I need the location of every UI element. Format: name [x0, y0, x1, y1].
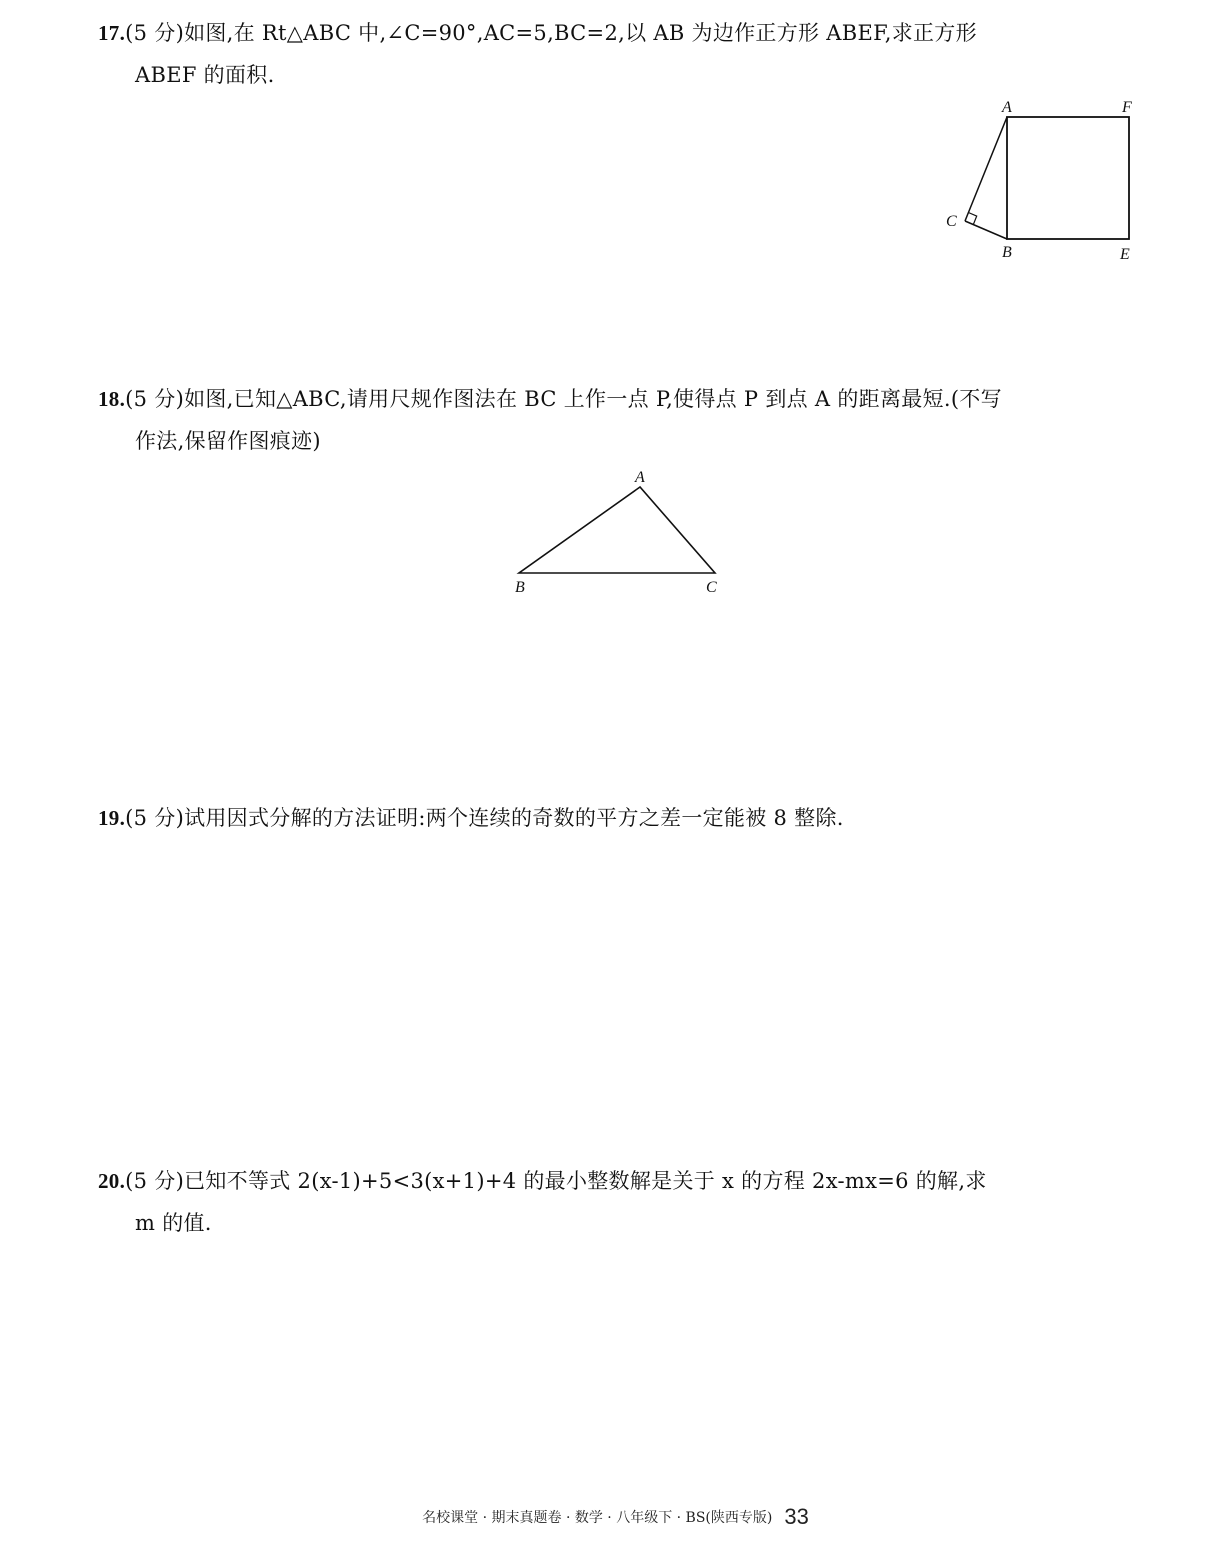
- label-c: C: [946, 213, 957, 230]
- question-number: 17.: [98, 21, 126, 45]
- label-c: C: [706, 579, 717, 596]
- label-a: A: [1002, 99, 1012, 116]
- question-18: [98, 378, 1138, 462]
- question-17-line1: [98, 12, 1138, 54]
- question-17: [98, 12, 1138, 96]
- question-text: (5 分)如图,已知△ABC,请用尺规作图法在 BC 上作一点 P,使得点 P 到点 A 的距离最短.(不写: [125, 387, 1002, 411]
- label-b: B: [515, 579, 525, 596]
- figure-square-abef: [935, 95, 1145, 274]
- label-b: B: [1002, 244, 1012, 261]
- square-abef: [1007, 117, 1129, 239]
- page-number: 33: [784, 1504, 809, 1529]
- question-number: 19.: [98, 806, 126, 830]
- label-f: F: [1122, 99, 1132, 116]
- triangle-abc: [519, 487, 715, 573]
- segment-ac: [965, 117, 1007, 221]
- page-footer: [0, 1504, 1231, 1530]
- question-text: (5 分)已知不等式 2(x-1)+5<3(x+1)+4 的最小整数解是关于 x 的方程 2x-mx=6 的解,求: [125, 1169, 987, 1193]
- question-20: [98, 1160, 1138, 1244]
- segment-cb: [965, 221, 1007, 239]
- question-text: (5 分)如图,在 Rt△ABC 中,∠C=90°,AC=5,BC=2,以 AB 为边作正方形 ABEF,求正方形: [125, 21, 977, 45]
- question-18-line1: [98, 378, 1138, 420]
- question-number: 18.: [98, 387, 126, 411]
- question-20-line1: [98, 1160, 1138, 1202]
- footer-text: 名校课堂 · 期末真题卷 · 数学 · 八年级下 · BS(陕西专版): [422, 1510, 773, 1526]
- question-19-line1: [98, 797, 1138, 839]
- question-17-line2: ABEF 的面积.: [135, 63, 275, 87]
- question-20-line2: m 的值.: [135, 1211, 212, 1235]
- figure-triangle-abc: [505, 462, 735, 606]
- question-number: 20.: [98, 1169, 126, 1193]
- question-19: [98, 797, 1138, 839]
- label-a: A: [635, 469, 645, 486]
- label-e: E: [1120, 246, 1130, 263]
- question-text: (5 分)试用因式分解的方法证明:两个连续的奇数的平方之差一定能被 8 整除.: [125, 806, 844, 830]
- question-18-line2: 作法,保留作图痕迹): [135, 429, 321, 453]
